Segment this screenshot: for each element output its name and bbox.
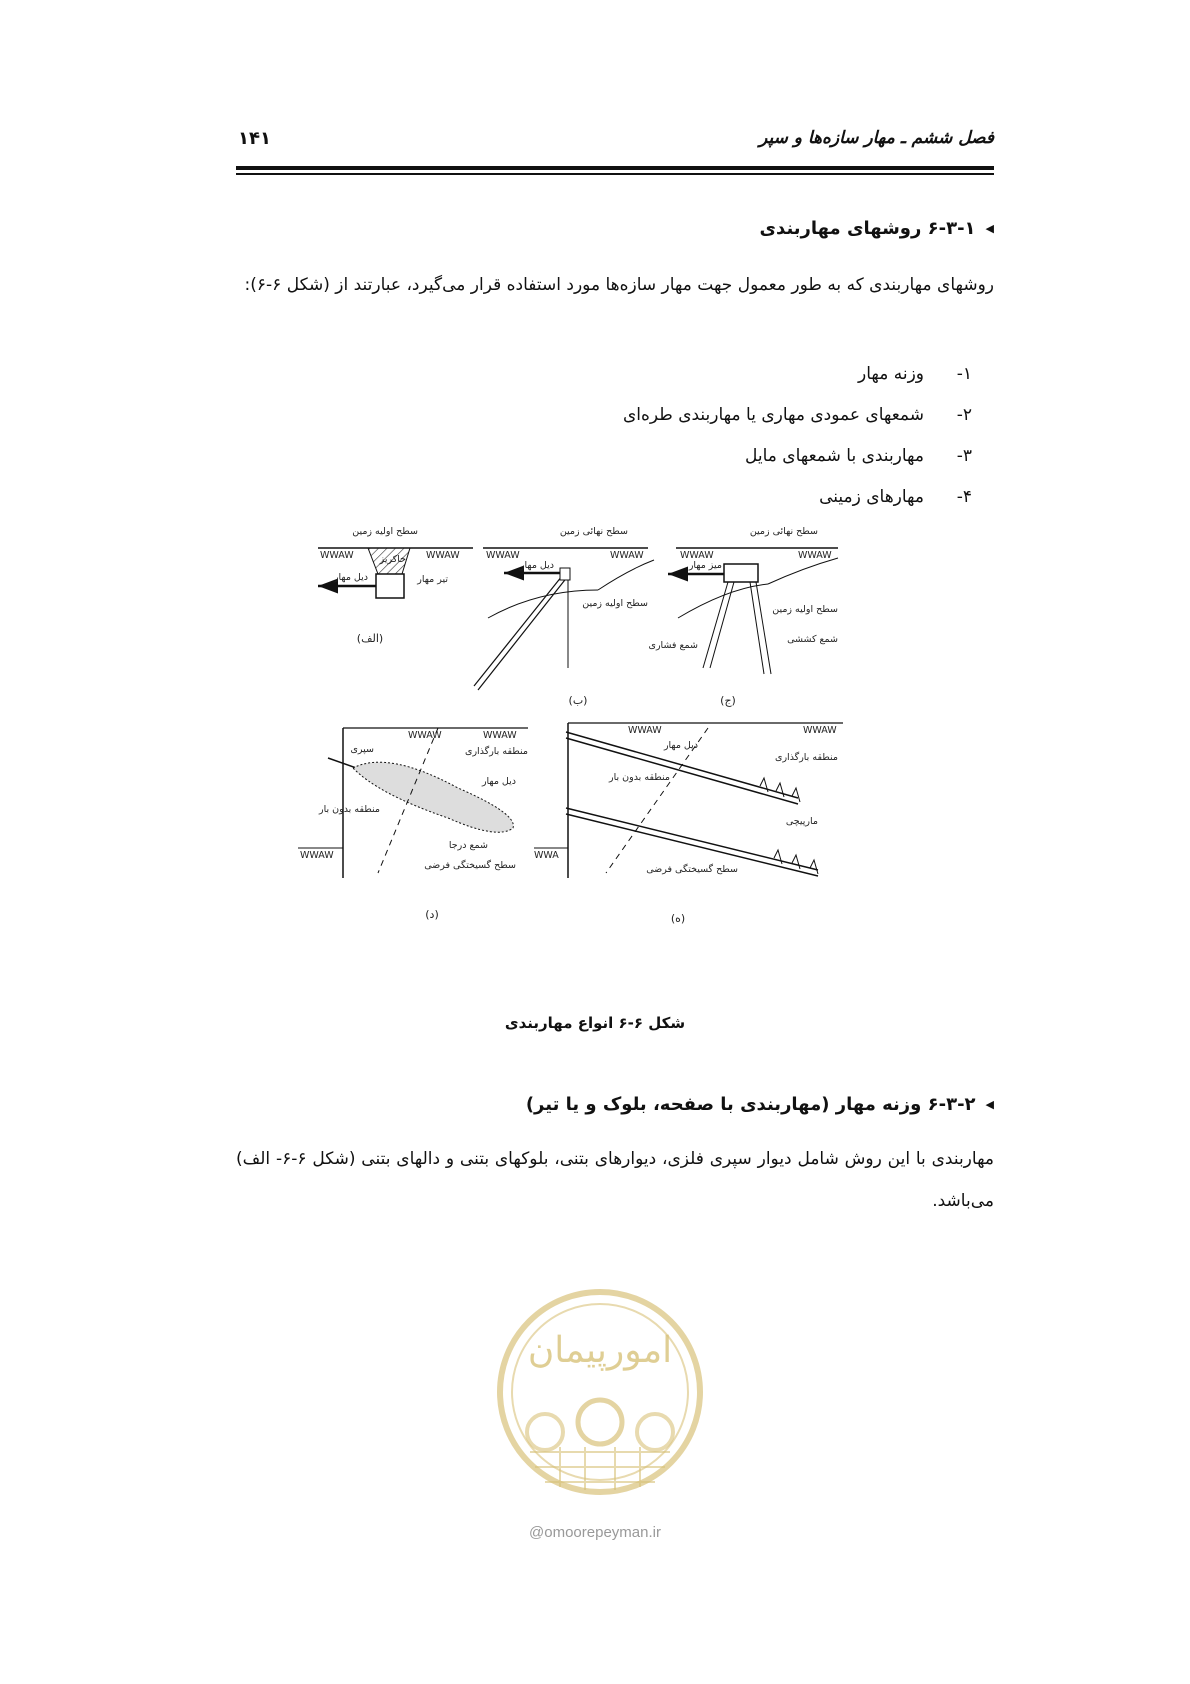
running-header-title: فصل ششم ـ مهار سازه‌ها و سپر <box>759 128 994 148</box>
panel-a-deadman <box>318 526 473 645</box>
list-item: ۱- وزنه مهار <box>858 364 972 384</box>
label-final-ground-b: سطح نهائی زمین <box>559 526 628 537</box>
label-initial-ground-b: سطح اولیه زمین <box>582 598 648 609</box>
svg-text:WWA: WWA <box>534 850 559 861</box>
list-item: ۳- مهاربندی با شمعهای مایل <box>744 446 972 466</box>
watermark-url: @omoorepeyman.ir <box>529 1524 661 1541</box>
svg-text:WWAW: WWAW <box>486 550 520 561</box>
label-tie-rod-e: دیل مهار <box>663 740 698 751</box>
anchorage-methods-list <box>623 354 972 518</box>
header-rule-thick <box>236 166 994 170</box>
panel-a-tag: (الف) <box>356 632 384 645</box>
header-rule-thin <box>236 173 994 175</box>
svg-text:WWAW: WWAW <box>680 550 714 561</box>
label-tie-rod-b: دیل مهار <box>519 560 554 571</box>
label-anchor-beam: تیر مهار <box>417 574 448 585</box>
label-final-ground-c: سطح نهائی زمین <box>749 526 818 537</box>
section-heading-2-text: ۶-۳-۲ وزنه مهار (مهاربندی با صفحه، بلوک و یا تیر) <box>525 1094 976 1115</box>
svg-text:WWAW: WWAW <box>300 850 334 861</box>
section-heading-2 <box>526 1094 994 1115</box>
label-initial-ground-a: سطح اولیه زمین <box>352 526 418 537</box>
page-number: ۱۴۱ <box>238 128 271 149</box>
list-item: ۲- شمعهای عمودی مهاری یا مهاربندی طره‌ای <box>622 405 972 425</box>
label-failure-surface-e: سطح گسیختگی فرضی <box>646 864 738 875</box>
label-backfill: خاکریز <box>379 554 406 565</box>
section-heading-1-text: ۶-۳-۱ روشهای مهاربندی <box>759 218 976 239</box>
triangle-bullet-icon: ◀ <box>985 1098 994 1111</box>
svg-text:WWAW: WWAW <box>798 550 832 561</box>
panel-e-helical-anchors <box>534 723 843 925</box>
panel-b-tag: (ب) <box>568 694 588 707</box>
label-unloaded-zone-d: منطقه بدون بار <box>318 804 380 815</box>
figure-caption: شکل ۶-۶ انواع مهاربندی <box>504 1014 686 1032</box>
label-loaded-zone-d: منطقه بارگذاری <box>465 746 528 757</box>
watermark-logo <box>490 1282 710 1512</box>
label-failure-surface-d: سطح گسیختگی فرضی <box>424 860 516 871</box>
gear-icon <box>578 1400 622 1444</box>
section-2-paragraph: مهاربندی با این روش شامل دیوار سپری فلزی، دیوارهای بتنی، بلوکهای بتنی و دالهای بتنی (شکل ۶-۶- الف) می‌باشد. <box>236 1149 995 1211</box>
watermark-logo-text: امورپیمان <box>527 1330 673 1371</box>
label-tie-rod-a: دیل مهار <box>333 572 368 583</box>
svg-text:WWAW: WWAW <box>483 730 517 741</box>
anchorage-types-figure <box>298 518 910 996</box>
label-sheet-pile: سپری <box>350 744 374 755</box>
ground-hatch: WWAW <box>320 550 354 561</box>
svg-text:WWAW: WWAW <box>408 730 442 741</box>
panel-c-batter-piles <box>649 526 839 707</box>
triangle-bullet-icon: ◀ <box>985 222 994 235</box>
panel-c-tag: (ج) <box>720 694 736 707</box>
label-tension-pile: شمع کششی <box>787 634 838 645</box>
scales-icon <box>527 1414 563 1450</box>
list-item: ۴- مهارهای زمینی <box>819 487 972 507</box>
svg-text:WWAW: WWAW <box>610 550 644 561</box>
label-pile-cap: میز مهار <box>688 560 722 571</box>
label-grout-pile: شمع درجا <box>448 840 488 851</box>
label-initial-ground-c: سطح اولیه زمین <box>772 604 838 615</box>
label-unloaded-zone-e: منطقه بدون بار <box>608 772 670 783</box>
panel-b-cantilever-pile <box>474 526 654 707</box>
label-compression-pile: شمع فشاری <box>648 640 698 651</box>
panel-d-grouted-anchor <box>298 728 528 921</box>
panel-e-tag: (ه) <box>670 912 686 925</box>
label-tie-rod-d: دیل مهار <box>481 776 516 787</box>
svg-text:WWAW: WWAW <box>628 725 662 736</box>
section-heading-1 <box>760 218 994 239</box>
svg-text:WWAW: WWAW <box>426 550 460 561</box>
panel-d-tag: (د) <box>425 908 439 921</box>
excavator-icon <box>637 1414 673 1450</box>
svg-text:WWAW: WWAW <box>803 725 837 736</box>
label-helix: مارپیچی <box>785 816 818 827</box>
section-1-paragraph: روشهای مهاربندی که به طور معمول جهت مهار سازه‌ها مورد استفاده قرار می‌گیرد، عبارتند از (شکل ۶-۶): <box>244 275 994 295</box>
label-loaded-zone-e: منطقه بارگذاری <box>775 752 838 763</box>
